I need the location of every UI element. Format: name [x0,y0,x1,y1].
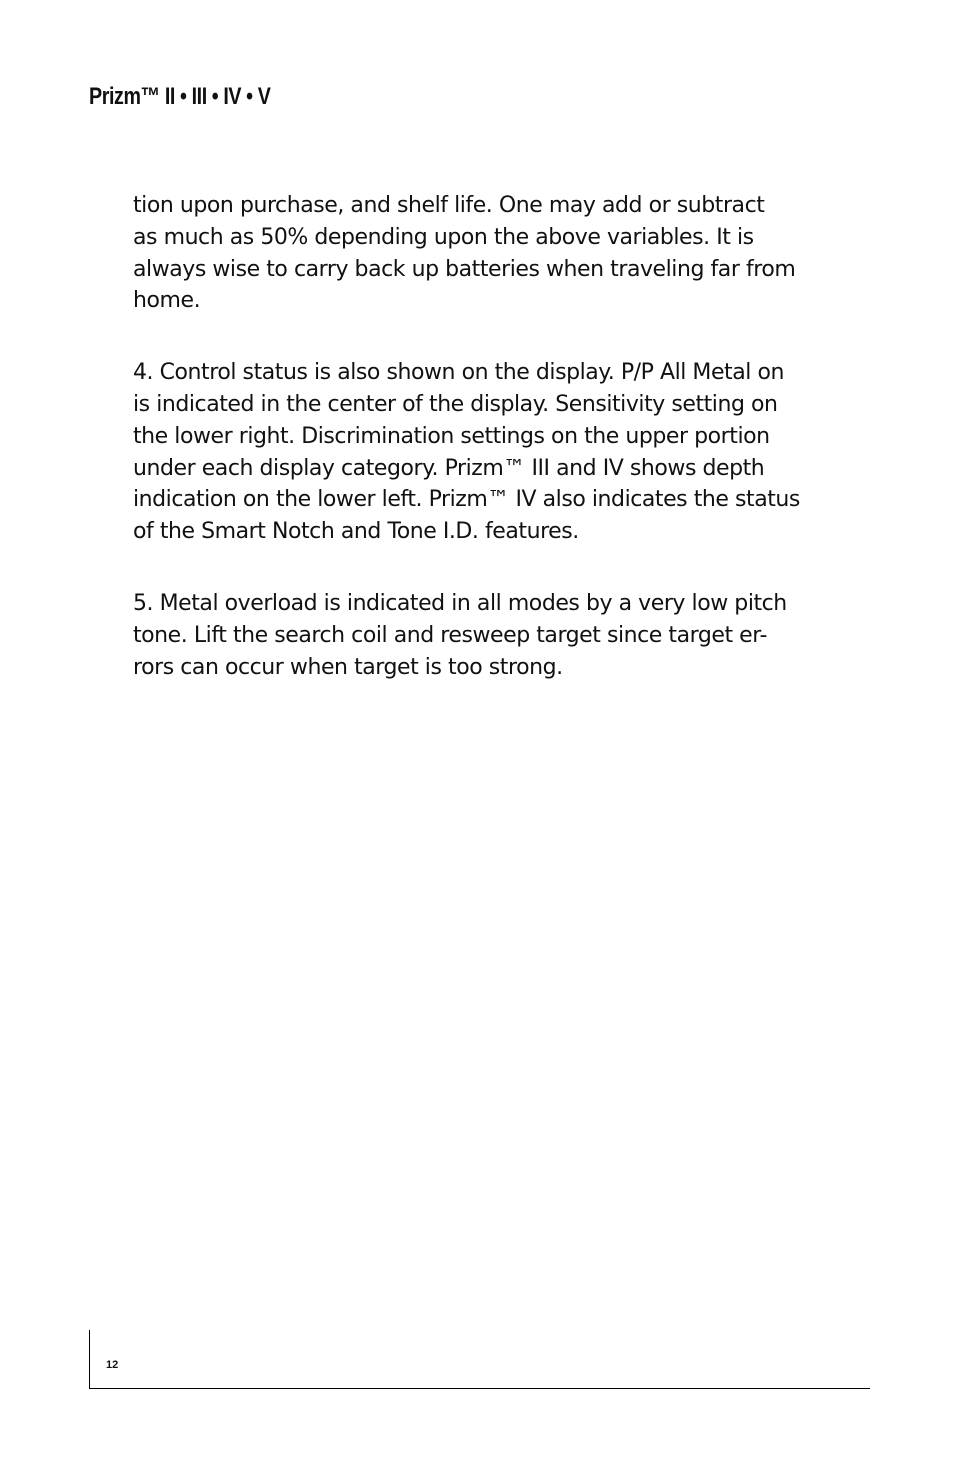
running-header-title: Prizm™ II • III • IV • V [89,83,271,110]
text-line: as much as 50% depending upon the above variables. It is [133,224,754,250]
text-line: always wise to carry back up batteries when traveling far from [133,256,796,282]
text-line: tone. Lift the search coil and resweep target since target er- [133,622,767,648]
text-line: under each display category. Prizm™ III and IV shows depth [133,455,765,481]
page-number: 12 [106,1359,119,1371]
paragraph-battery-life [133,190,833,317]
text-line: the lower right. Discrimination settings on the upper portion [133,423,770,449]
paragraph-metal-overload [133,588,833,683]
text-line: rors can occur when target is too strong. [133,654,563,680]
text-line: home. [133,288,201,314]
text-line: tion upon purchase, and shelf life. One may add or subtract [133,193,765,218]
footer-vertical-rule [89,1330,90,1389]
text-line: of the Smart Notch and Tone I.D. features. [133,519,579,545]
text-line: indication on the lower left. Prizm™ IV also indicates the status [133,487,800,513]
body-text [133,190,833,723]
paragraph-control-status [133,357,833,548]
text-line: is indicated in the center of the display. Sensitivity setting on [133,391,778,417]
text-line: 4. Control status is also shown on the display. P/P All Metal on [133,360,784,386]
footer-horizontal-rule [89,1388,870,1389]
text-line: 5. Metal overload is indicated in all modes by a very low pitch [133,590,787,616]
